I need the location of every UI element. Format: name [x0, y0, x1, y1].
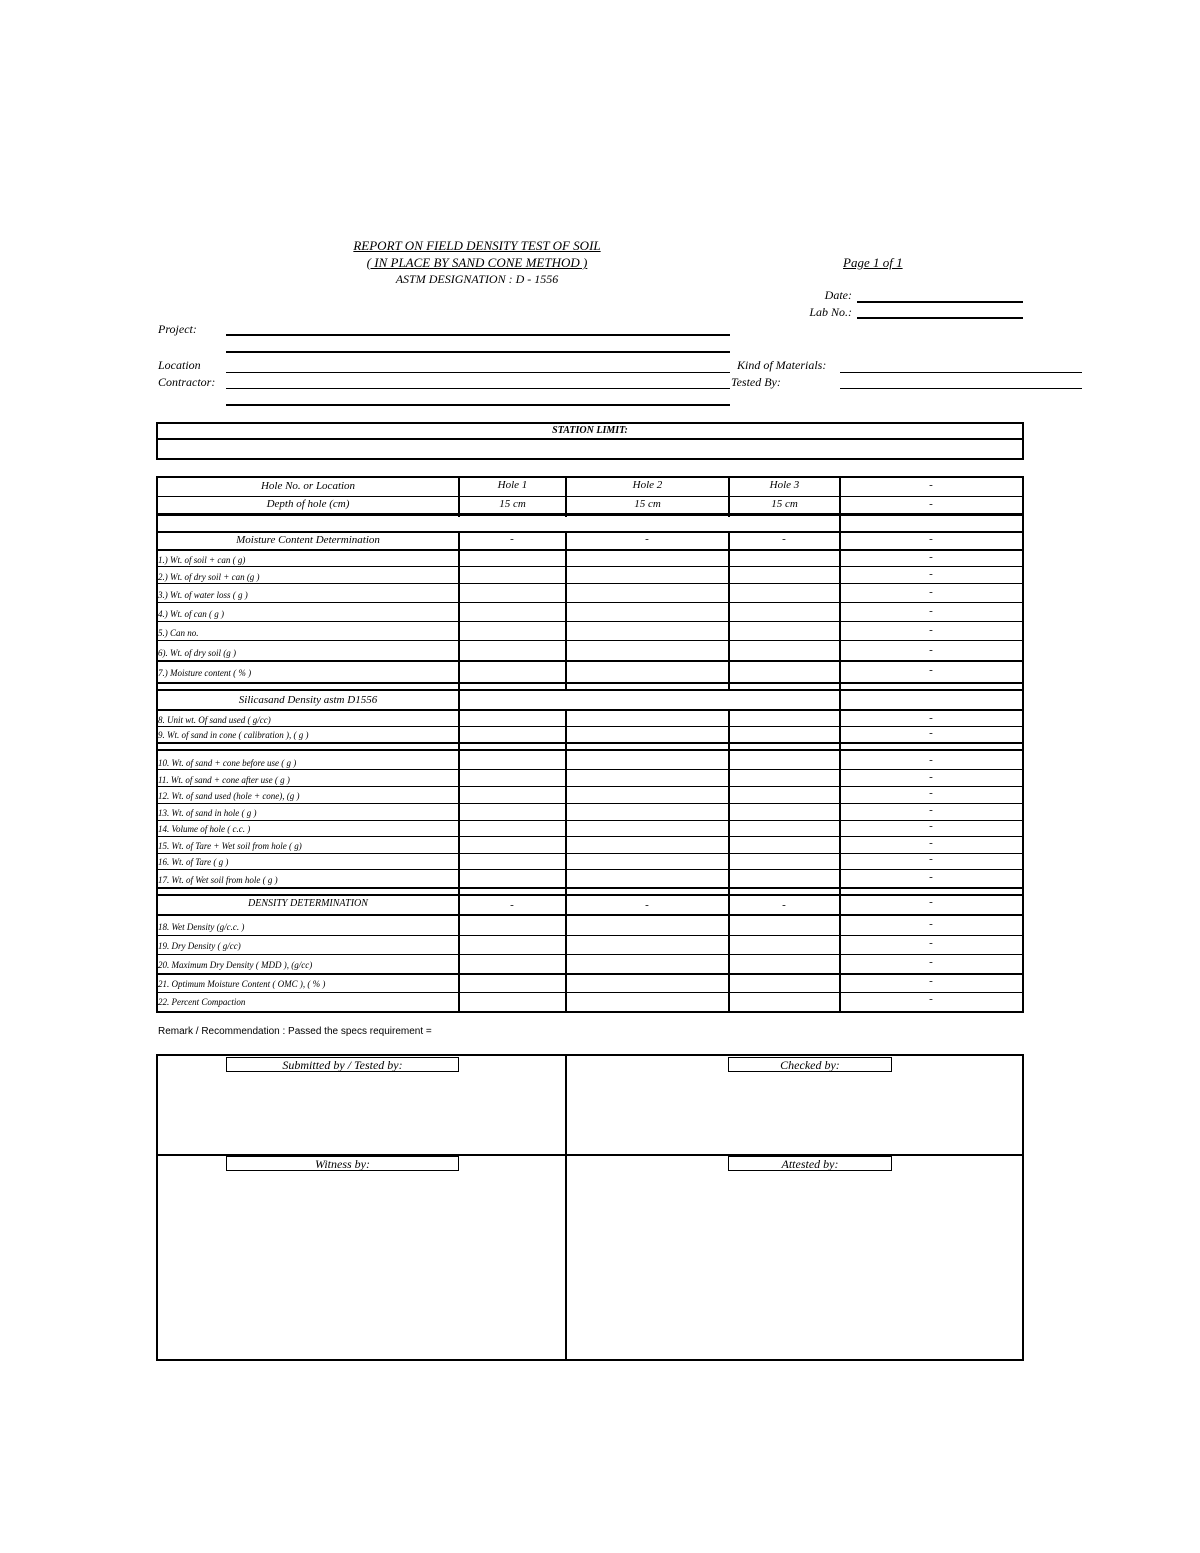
hole-row-17: 17. Wt. of Wet soil from hole ( g ) [158, 875, 278, 885]
row-line [156, 531, 1024, 533]
sand-title: Silicasand Density astm D1556 [238, 694, 378, 706]
density-row-21: 21. Optimum Moisture Content ( OMC ), ( % ) [158, 979, 326, 989]
lab-no-label: Lab No.: [809, 305, 852, 319]
depth-label: Depth of hole (cm) [266, 498, 350, 510]
location-field[interactable] [226, 372, 730, 373]
hole-location-label: Hole No. or Location [260, 480, 356, 492]
kind-of-materials-field[interactable] [840, 372, 1082, 373]
moisture-row-6: 6). Wt. of dry soil (g ) [158, 648, 236, 658]
moisture-row-2: 2.) Wt. of dry soil + can (g ) [158, 572, 260, 582]
row-line [156, 621, 1024, 622]
row-dash: - [929, 727, 933, 739]
row-dash: - [929, 664, 933, 676]
row-dash: - [929, 644, 933, 656]
depth-hole-2: 15 cm [634, 498, 661, 510]
row-dash: - [929, 837, 933, 849]
row-dash: - [929, 993, 933, 1005]
sand-title-bg [460, 691, 838, 709]
col-divider-4 [839, 476, 841, 1013]
density-dash-3: - [782, 899, 786, 911]
tested-by-field[interactable] [840, 388, 1082, 389]
row-line [156, 513, 1024, 516]
test-table [156, 476, 1024, 1013]
hole-row-16: 16. Wt. of Tare ( g ) [158, 857, 229, 867]
row-line [156, 887, 1024, 889]
row-line [156, 894, 1024, 896]
row-line [156, 820, 1024, 821]
project-label: Project: [158, 322, 197, 336]
hole-3-header: Hole 3 [769, 479, 800, 491]
hole-row-13: 13. Wt. of sand in hole ( g ) [158, 808, 257, 818]
row-dash: - [929, 568, 933, 580]
row-line [156, 836, 1024, 837]
row-dash: - [929, 624, 933, 636]
row-line [156, 660, 1024, 662]
col-divider-2 [565, 476, 567, 1013]
sand-row-1: 8. Unit wt. Of sand used ( g/cc) [158, 715, 271, 725]
moisture-dash-4: - [929, 533, 933, 545]
density-row-19: 19. Dry Density ( g/cc) [158, 941, 241, 951]
row-line [156, 682, 1024, 684]
station-divider [156, 438, 1024, 440]
row-dash: - [929, 937, 933, 949]
row-dash: - [929, 771, 933, 783]
moisture-row-1: 1.) Wt. of soil + can ( g) [158, 555, 246, 565]
page-indicator: Page 1 of 1 [843, 255, 903, 270]
signature-box [156, 1054, 1024, 1361]
hole-1-header: Hole 1 [497, 479, 528, 491]
row-line [156, 566, 1024, 567]
gap-band [158, 517, 839, 531]
row-line [156, 803, 1024, 804]
row-dash: - [929, 787, 933, 799]
density-row-22: 22. Percent Compaction [158, 997, 246, 1007]
hole-row-10: 10. Wt. of sand + cone before use ( g ) [158, 758, 297, 768]
witness-by-tag: Witness by: [226, 1156, 459, 1171]
row-dash: - [929, 754, 933, 766]
moisture-row-7: 7.) Moisture content ( % ) [158, 668, 252, 678]
lab-no-field[interactable] [857, 317, 1023, 319]
density-title: DENSITY DETERMINATION [248, 898, 368, 909]
row-line [156, 742, 1024, 744]
date-label: Date: [824, 288, 852, 302]
row-dash: - [929, 871, 933, 883]
hole-row-11: 11. Wt. of sand + cone after use ( g ) [158, 775, 290, 785]
hole-row-14: 14. Volume of hole ( c.c. ) [158, 824, 251, 834]
density-dash-4: - [929, 896, 933, 908]
row-line [156, 726, 1024, 727]
row-line [156, 749, 1024, 751]
depth-dash-4: - [929, 498, 933, 510]
row-line [156, 935, 1024, 936]
row-dash: - [929, 956, 933, 968]
depth-hole-3: 15 cm [771, 498, 798, 510]
report-subtitle: ( IN PLACE BY SAND CONE METHOD ) [366, 255, 588, 270]
header-dash-4: - [929, 479, 933, 491]
contractor-label: Contractor: [158, 375, 216, 389]
row-line [156, 992, 1024, 993]
submitted-by-tag: Submitted by / Tested by: [226, 1057, 459, 1072]
row-dash: - [929, 551, 933, 563]
row-dash: - [929, 975, 933, 987]
moisture-dash-3: - [782, 533, 786, 545]
hole-2-header: Hole 2 [632, 479, 663, 491]
station-limit-label: STATION LIMIT: [552, 425, 628, 436]
row-dash: - [929, 712, 933, 724]
project-field-2[interactable] [226, 351, 730, 353]
row-line [156, 769, 1024, 770]
contractor-field[interactable] [226, 388, 730, 389]
row-line [156, 786, 1024, 787]
row-line [156, 583, 1024, 584]
row-dash: - [929, 605, 933, 617]
moisture-dash-1: - [510, 533, 514, 545]
row-line [156, 914, 1024, 916]
moisture-row-3: 3.) Wt. of water loss ( g ) [158, 590, 248, 600]
report-title: REPORT ON FIELD DENSITY TEST OF SOIL [353, 238, 601, 253]
row-line [156, 853, 1024, 854]
row-line [156, 549, 1024, 551]
hole-row-12: 12. Wt. of sand used (hole + cone), (g ) [158, 791, 300, 801]
density-dash-1: - [510, 899, 514, 911]
row-dash: - [929, 804, 933, 816]
moisture-dash-2: - [645, 533, 649, 545]
density-dash-2: - [645, 899, 649, 911]
row-dash: - [929, 586, 933, 598]
checked-by-tag: Checked by: [728, 1057, 892, 1072]
remark-text: Remark / Recommendation : Passed the specs requirement = [158, 1026, 432, 1037]
depth-hole-1: 15 cm [499, 498, 526, 510]
tested-by-label: Tested By: [731, 375, 781, 389]
row-line [156, 496, 1024, 497]
astm-designation: ASTM DESIGNATION : D - 1556 [395, 272, 559, 286]
project-field[interactable] [226, 334, 730, 336]
col-divider-3 [728, 476, 730, 1013]
row-line [156, 869, 1024, 870]
signature-v-divider [565, 1054, 567, 1361]
col-divider-1 [458, 476, 460, 1013]
location-label: Location [158, 358, 201, 372]
density-row-20: 20. Maximum Dry Density ( MDD ), (g/cc) [158, 960, 313, 970]
row-dash: - [929, 820, 933, 832]
attested-by-tag: Attested by: [728, 1156, 892, 1171]
density-row-18: 18. Wet Density (g/c.c. ) [158, 922, 245, 932]
date-field[interactable] [857, 301, 1023, 303]
moisture-title: Moisture Content Determination [236, 534, 380, 546]
moisture-row-4: 4.) Wt. of can ( g ) [158, 609, 224, 619]
row-line [156, 954, 1024, 955]
row-dash: - [929, 918, 933, 930]
row-line [156, 709, 1024, 711]
sand-row-2: 9. Wt. of sand in cone ( calibration ), ( g ) [158, 730, 309, 740]
contractor-field-2[interactable] [226, 404, 730, 406]
row-line [156, 602, 1024, 603]
kind-of-materials-label: Kind of Materials: [737, 358, 827, 372]
moisture-row-5: 5.) Can no. [158, 628, 199, 638]
row-line [156, 640, 1024, 641]
row-line [156, 973, 1024, 975]
hole-row-15: 15. Wt. of Tare + Wet soil from hole ( g) [158, 841, 302, 851]
row-dash: - [929, 853, 933, 865]
